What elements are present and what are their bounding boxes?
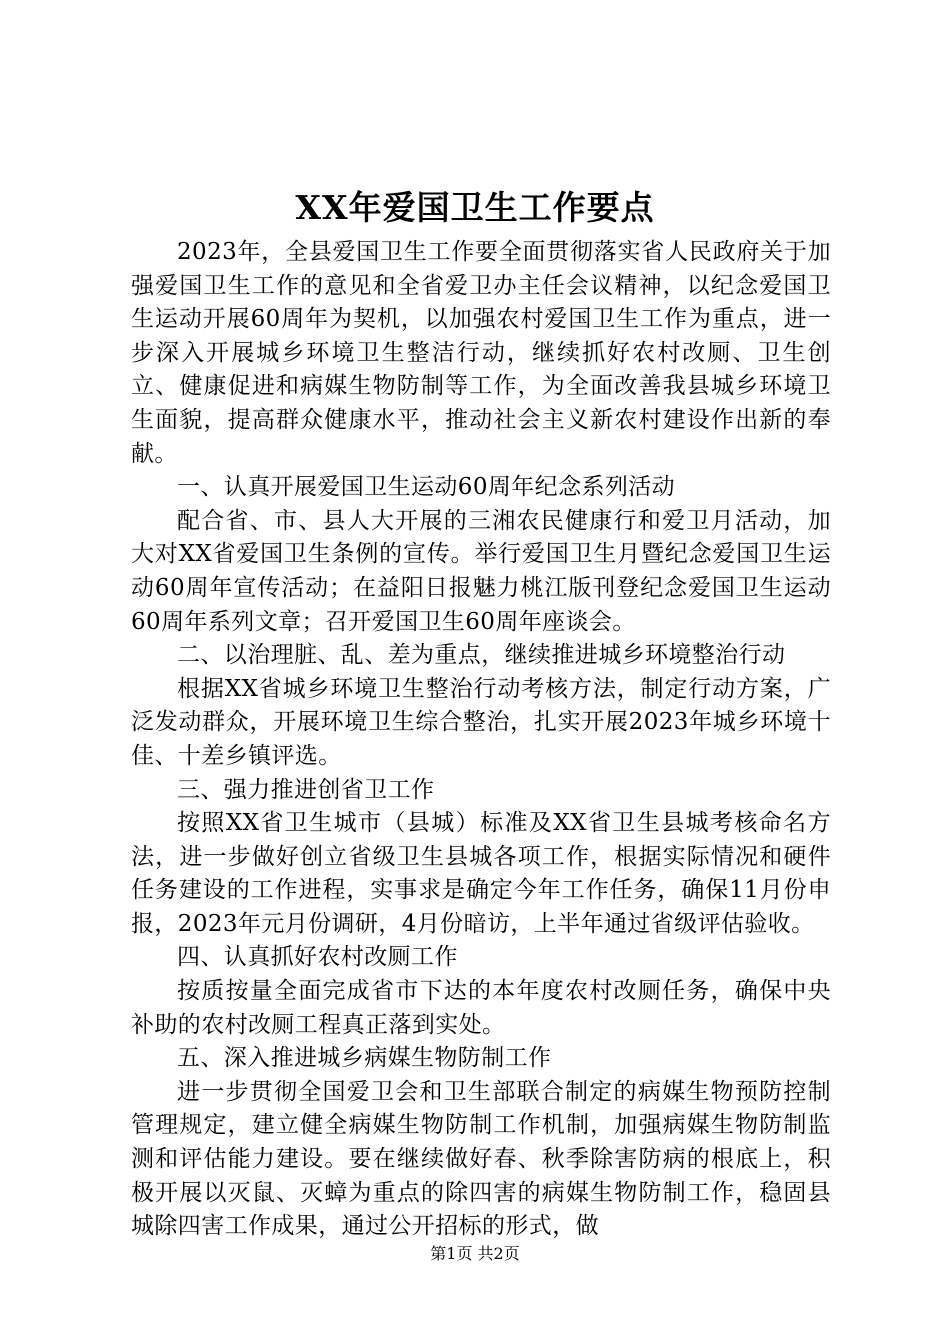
section-heading-2: 二、以治理脏、乱、差为重点，继续推进城乡环境整治行动: [177, 642, 786, 669]
document-body: [131, 236, 831, 1244]
paragraph-section-3: 按照XX省卫生城市（县城）标准及XX省卫生县城考核命名方法，进一步做好创立省级卫生县城各项工作，根据实际情况和硬件任务建设的工作进程，实事求是确定今年工作任务，确保11月份申报，2023年元月份调研，4月份暗访，上半年通过省级评估验收。: [131, 810, 831, 937]
paragraph-intro: 2023年，全县爱国卫生工作要全面贯彻落实省人民政府关于加强爱国卫生工作的意见和全省爱卫办主任会议精神，以纪念爱国卫生运动开展60周年为契机，以加强农村爱国卫生工作为重点，进一步深入开展城乡环境卫生整洁行动，继续抓好农村改厕、卫生创立、健康促进和病媒生物防制等工作，为全面改善我县城乡环境卫生面貌，提高群众健康水平，推动社会主义新农村建设作出新的奉献。: [131, 239, 831, 467]
page-number-footer: 第1页 共2页: [430, 1244, 520, 1263]
section-heading-5: 五、深入推进城乡病媒生物防制工作: [177, 1045, 552, 1072]
section-heading-3: 三、强力推进创省卫工作: [177, 776, 435, 803]
document-title: XX年爱国卫生工作要点: [295, 188, 655, 227]
section-heading-4: 四、认真抓好农村改厕工作: [177, 944, 458, 971]
paragraph-section-5: 进一步贯彻全国爱卫会和卫生部联合制定的病媒生物预防控制管理规定，建立健全病媒生物防制工作机制，加强病媒生物防制监测和评估能力建设。要在继续做好春、秋季除害防病的根底上，积极开展以灭鼠、灭蟑为重点的除四害的病媒生物防制工作，稳固县城除四害工作成果，通过公开招标的形式，做: [131, 1078, 831, 1240]
paragraph-section-2: 根据XX省城乡环境卫生整治行动考核方法，制定行动方案，广泛发动群众，开展环境卫生综合整治，扎实开展2023年城乡环境十佳、十差乡镇评选。: [131, 675, 831, 769]
paragraph-section-4: 按质按量全面完成省市下达的本年度农村改厕任务，确保中央补助的农村改厕工程真正落到实处。: [131, 978, 831, 1038]
section-heading-1: 一、认真开展爱国卫生运动60周年纪念系列活动: [177, 474, 676, 501]
paragraph-section-1: 配合省、市、县人大开展的三湘农民健康行和爱卫月活动，加大对XX省爱国卫生条例的宣传。举行爱国卫生月暨纪念爱国卫生运动60周年宣传活动；在益阳日报魅力桃江版刊登纪念爱国卫生运动60周年系列文章；召开爱国卫生60周年座谈会。: [131, 507, 831, 635]
